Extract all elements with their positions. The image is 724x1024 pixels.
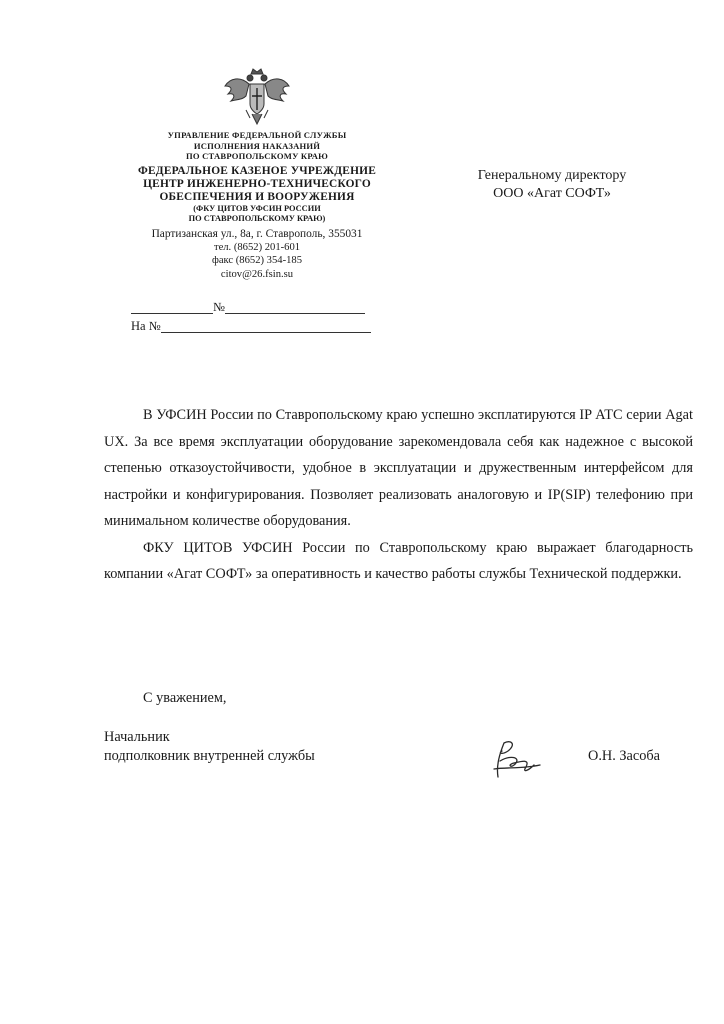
signer-rank: подполковник внутренней службы <box>104 748 315 764</box>
emblem-icon <box>222 66 292 128</box>
institution-name-line: ОБЕСПЕЧЕНИЯ И ВООРУЖЕНИЯ <box>159 190 355 203</box>
salutation: С уважением, <box>143 690 227 706</box>
number-label: № <box>213 300 225 314</box>
org-name-line: УПРАВЛЕНИЕ ФЕДЕРАЛЬНОЙ СЛУЖБЫ <box>167 130 347 140</box>
body-paragraph: В УФСИН России по Ставропольскому краю успешно эксплатируются IP АТС серии Agat UX. За все время эксплуатации оборудование зарекомендовала себя как надежное с высокой степенью отказоустойчивости, удобное в эксплуатации и дружественным интерфейсом для настройки и конфигурирования. Позволяет реализовать аналоговую и IP(SIP) телефонию при минимальном количестве оборудования. <box>104 407 693 529</box>
reference-number-line <box>131 319 371 333</box>
org-name-line: ИСПОЛНЕНИЯ НАКАЗАНИЙ <box>193 140 321 151</box>
fax: факс (8652) 354-185 <box>211 255 302 266</box>
phone: тел. (8652) 201-601 <box>213 241 301 253</box>
signer-name: О.Н. Засоба <box>588 748 660 764</box>
institution-abbr-line: ПО СТАВРОПОЛЬСКОМУ КРАЮ) <box>188 213 326 223</box>
org-name-line: ПО СТАВРОПОЛЬСКОМУ КРАЮ <box>186 151 328 161</box>
addressee-company: ООО «Агат СОФТ» <box>493 186 611 201</box>
letterhead <box>112 130 402 281</box>
email: citov@26.fsin.su <box>220 268 294 280</box>
handwritten-signature <box>486 735 548 783</box>
institution-name-line: ФЕДЕРАЛЬНОЕ КАЗЕНОЕ УЧРЕЖДЕНИЕ <box>138 164 376 177</box>
address: Партизанская ул., 8а, г. Ставрополь, 355031 <box>151 227 363 240</box>
body-paragraph: ФКУ ЦИТОВ УФСИН России по Ставропольскому краю выражает благодарность компании «Агат СОФТ» за оперативность и качество работы службы Технической поддержки. <box>104 539 693 582</box>
institution-abbr-line: (ФКУ ЦИТОВ УФСИН РОССИИ <box>193 203 321 213</box>
letter-body <box>104 402 693 588</box>
outgoing-number-line <box>131 300 365 314</box>
addressee <box>452 167 652 203</box>
reference-label: На № <box>131 319 161 333</box>
institution-name-line: ЦЕНТР ИНЖЕНЕРНО-ТЕХНИЧЕСКОГО <box>143 177 371 190</box>
addressee-title: Генеральному директору <box>477 168 627 183</box>
signer-position: Начальник <box>104 729 170 745</box>
